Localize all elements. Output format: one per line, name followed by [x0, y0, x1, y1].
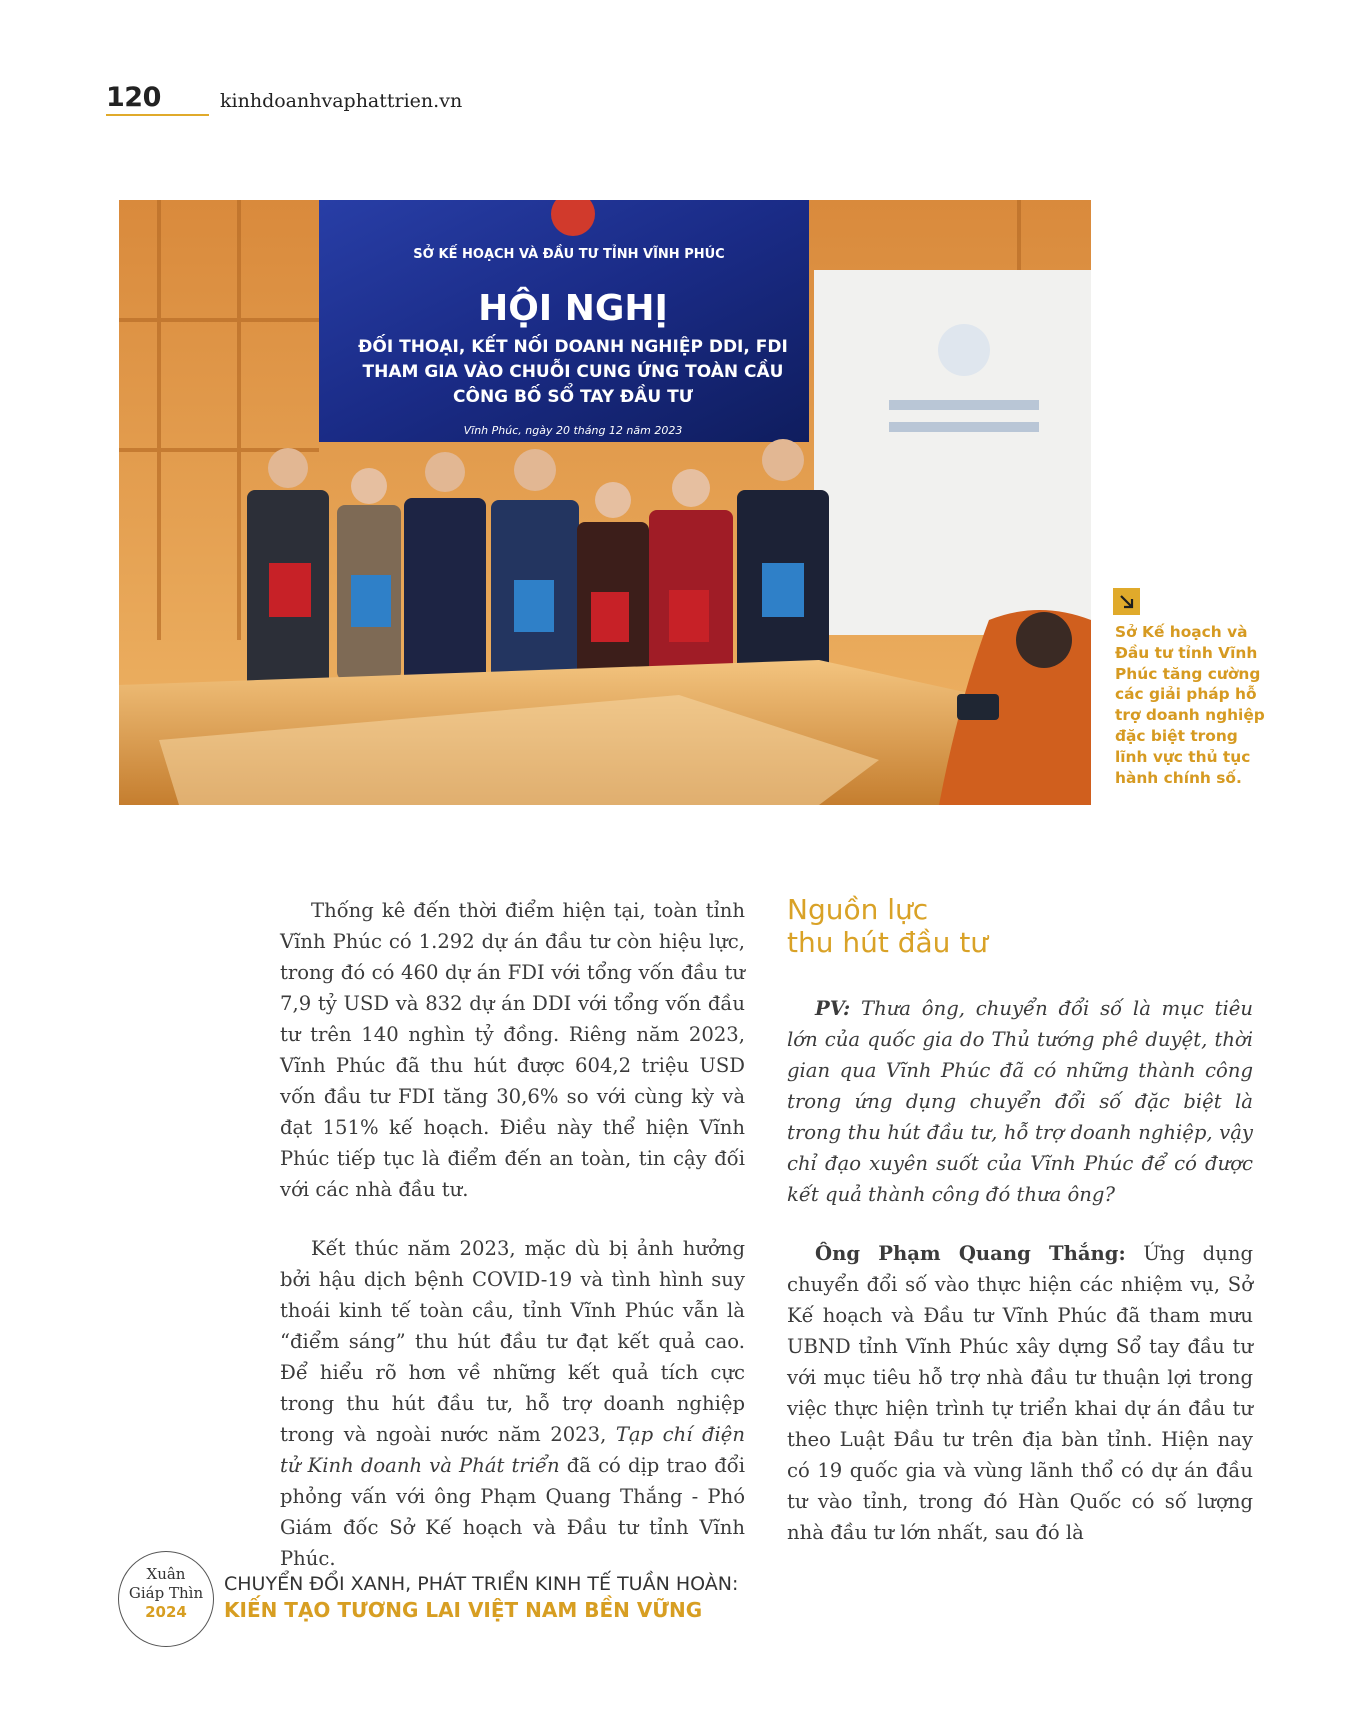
paragraph-context	[280, 1233, 745, 1574]
question-label: PV:	[815, 997, 851, 1020]
edition-badge	[118, 1551, 214, 1647]
banner-line-3: CÔNG BỐ SỔ TAY ĐẦU TƯ	[453, 387, 693, 407]
arrow-down-right-icon	[1113, 588, 1140, 615]
magazine-name: Tạp chí điện tử Kinh doanh và Phát triển	[280, 1423, 745, 1477]
edition-badge-line-2: Giáp Thìn	[128, 1584, 204, 1602]
footer-theme-line-1: CHUYỂN ĐỔI XANH, PHÁT TRIỂN KINH TẾ TUẦN HOÀN:	[224, 1573, 739, 1595]
left-column	[280, 895, 745, 1602]
interview-answer	[787, 1238, 1253, 1548]
banner-line-2: THAM GIA VÀO CHUỖI CUNG ỨNG TOÀN CẦU	[362, 362, 784, 382]
section-heading-line-1: Nguồn lực	[787, 893, 929, 926]
banner-title: HỘI NGHỊ	[478, 288, 668, 329]
section-heading-line-2: thu hút đầu tư	[787, 926, 989, 959]
question-text: Thưa ông, chuyển đổi số là mục tiêu lớn của quốc gia do Thủ tướng phê duyệt, thời gian qua Vĩnh Phúc đã có những thành công trong ứng dụng chuyển đổi số đặc biệt là trong thu hút đầu tư, hỗ trợ doanh nghiệp, vậy chỉ đạo xuyên suốt của Vĩnh Phúc để có được kết quả thành công đó thưa ông?	[787, 997, 1253, 1206]
right-column	[787, 993, 1253, 1576]
answer-label: Ông Phạm Quang Thắng:	[815, 1242, 1126, 1265]
banner-org: SỞ KẾ HOẠCH VÀ ĐẦU TƯ TỈNH VĨNH PHÚC	[413, 247, 725, 262]
conference-photo	[119, 200, 1091, 805]
answer-text: Ứng dụng chuyển đổi số vào thực hiện các nhiệm vụ, Sở Kế hoạch và Đầu tư Vĩnh Phúc đã tham mưu UBND tỉnh Vĩnh Phúc xây dựng Sổ tay đầu tư với mục tiêu hỗ trợ nhà đầu tư thuận lợi trong việc thực hiện trình tự triển khai dự án đầu tư theo Luật Đầu tư trên địa bàn tỉnh. Hiện nay có 19 quốc gia và vùng lãnh thổ có dự án đầu tư vào tỉnh, trong đó Hàn Quốc có số lượng nhà đầu tư lớn nhất, sau đó là	[787, 1242, 1253, 1544]
paragraph-context-text-end: đã có dịp trao đổi phỏng vấn với ông Phạm Quang Thắng - Phó Giám đốc Sở Kế hoạch và Đầu tư tỉnh Vĩnh Phúc.	[280, 1454, 746, 1570]
footer-theme-line-2: KIẾN TẠO TƯƠNG LAI VIỆT NAM BỀN VỮNG	[224, 1598, 703, 1622]
page-number-rule	[106, 114, 209, 116]
edition-badge-line-1: Xuân	[146, 1565, 186, 1583]
photo-caption: Sở Kế hoạch và Đầu tư tỉnh Vĩnh Phúc tăng cường các giải pháp hỗ trợ doanh nghiệp đặc biệt trong lĩnh vực thủ tục hành chính số.	[1115, 623, 1265, 787]
section-heading	[787, 893, 988, 959]
interview-question	[787, 993, 1253, 1210]
edition-badge-year: 2024	[145, 1603, 187, 1621]
page-header	[106, 82, 606, 118]
page-number: 120	[106, 82, 161, 113]
banner-date: Vĩnh Phúc, ngày 20 tháng 12 năm 2023	[463, 424, 683, 437]
paragraph-context-text: Kết thúc năm 2023, mặc dù bị ảnh hưởng bởi hậu dịch bệnh COVID-19 và tình hình suy thoái kinh tế toàn cầu, tỉnh Vĩnh Phúc vẫn là “điểm sáng” thu hút đầu tư đạt kết quả cao. Để hiểu rõ hơn về những kết quả tích cực trong thu hút đầu tư, hỗ trợ doanh nghiệp trong và ngoài nước năm 2023,	[280, 1237, 745, 1446]
banner-line-1: ĐỐI THOẠI, KẾT NỐI DOANH NGHIỆP DDI, FDI	[358, 337, 788, 357]
site-name: kinhdoanhvaphattrien.vn	[220, 90, 463, 112]
paragraph-intro: Thống kê đến thời điểm hiện tại, toàn tỉnh Vĩnh Phúc có 1.292 dự án đầu tư còn hiệu lực, trong đó có 460 dự án FDI với tổng vốn đầu tư 7,9 tỷ USD và 832 dự án DDI với tổng vốn đầu tư trên 140 nghìn tỷ đồng. Riêng năm 2023, Vĩnh Phúc đã thu hút được 604,2 triệu USD vốn đầu tư FDI tăng 30,6% so với cùng kỳ và đạt 151% kế hoạch. Điều này thể hiện Vĩnh Phúc tiếp tục là điểm đến an toàn, tin cậy đối với các nhà đầu tư.	[280, 899, 745, 1201]
